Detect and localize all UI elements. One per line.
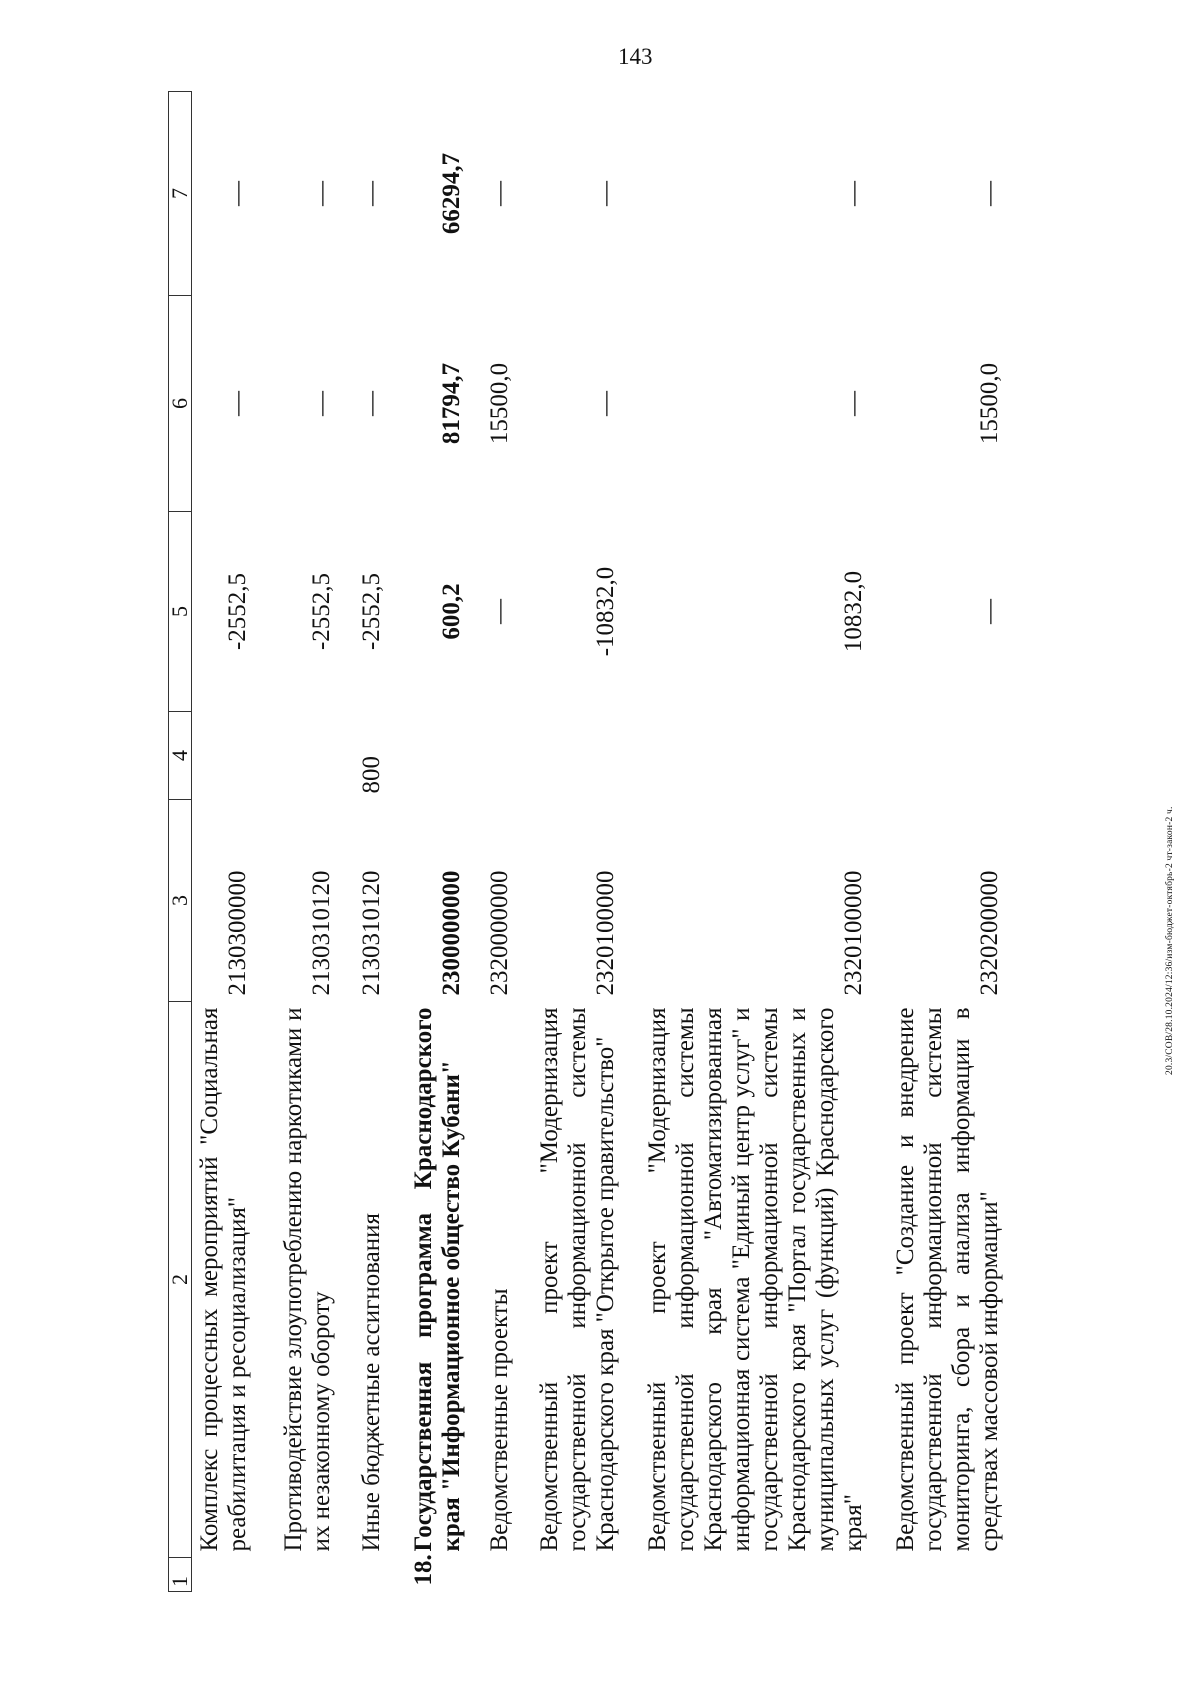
col-header-5: 5	[169, 512, 192, 712]
col-header-6: 6	[169, 296, 192, 512]
row-expense-type	[192, 712, 255, 800]
table-row	[468, 92, 516, 1592]
row-value-col6: 15500,0	[486, 362, 513, 445]
row-value-col7: —	[840, 181, 867, 206]
row-value-col7: —	[486, 181, 513, 206]
row-expense-type: 800	[358, 756, 385, 794]
row-code: 2300000000	[438, 870, 465, 996]
row-value-col5: -2552,5	[358, 572, 385, 651]
row-value-col5: -2552,5	[308, 572, 335, 651]
table-row	[516, 92, 622, 1592]
row-value-col5: —	[486, 599, 513, 624]
col-header-7: 7	[169, 92, 192, 296]
row-expense-type	[254, 712, 338, 800]
row-code: 2130310120	[308, 870, 335, 996]
row-code: 2320000000	[486, 870, 513, 996]
row-expense-type	[516, 712, 622, 800]
table-row	[388, 92, 468, 1592]
row-value-col7: —	[224, 181, 251, 206]
row-value-col5: -2552,5	[224, 572, 251, 651]
table-row	[192, 92, 255, 1592]
col-header-2: 2	[169, 1002, 192, 1558]
row-name: Противодействие злоупотреблению наркотиками и их незаконному обороту	[280, 1007, 335, 1552]
row-number: 18.	[410, 1554, 437, 1586]
row-value-col7: —	[976, 181, 1003, 206]
row-value-col5: 600,2	[438, 583, 465, 640]
row-value-col6: —	[592, 391, 619, 416]
col-header-4: 4	[169, 712, 192, 800]
row-value-col5: 10832,0	[840, 570, 867, 653]
row-code: 2130310120	[358, 870, 385, 996]
rotated-table-container	[168, 92, 1200, 1592]
row-code: 2320100000	[840, 870, 867, 996]
row-code: 2320200000	[976, 870, 1003, 996]
row-value-col5: —	[976, 599, 1003, 624]
row-value-col6: —	[840, 391, 867, 416]
page-number: 143	[618, 44, 653, 69]
table-row	[622, 92, 870, 1592]
row-number	[338, 1558, 388, 1592]
table-body	[192, 92, 1007, 1592]
row-expense-type	[622, 712, 870, 800]
row-name: Ведомственные проекты	[486, 1288, 513, 1552]
row-name: Государственная программа Краснодарского края "Информационное общество Кубани"	[410, 1007, 465, 1552]
footer-code: 20.3/СОВ/28.10.2024/12:36/изм-бюджет-октябрь-2 чт-закон-2 ч.	[1165, 806, 1175, 1075]
col-header-3: 3	[169, 800, 192, 1002]
row-number	[870, 1558, 1006, 1592]
row-number	[254, 1558, 338, 1592]
row-name: Иные бюджетные ассигнования	[358, 1212, 385, 1552]
row-value-col5: -10832,0	[592, 566, 619, 657]
row-number	[622, 1558, 870, 1592]
row-value-col6: —	[358, 391, 385, 416]
row-value-col6: 15500,0	[976, 362, 1003, 445]
row-value-col7: —	[308, 181, 335, 206]
row-value-col6: —	[308, 391, 335, 416]
row-value-col7: 66294,7	[438, 152, 465, 235]
row-number	[468, 1558, 516, 1592]
row-code: 2130300000	[224, 870, 251, 996]
row-value-col6: —	[224, 391, 251, 416]
budget-table	[168, 91, 1006, 1592]
table-row	[338, 92, 388, 1592]
col-header-1: 1	[169, 1558, 192, 1592]
header-row	[169, 92, 192, 1592]
row-name: Ведомственный проект "Модернизация государственной информационной системы Краснодарского края "Открытое правительство"	[536, 1007, 619, 1552]
table-row	[870, 92, 1006, 1592]
row-expense-type	[468, 712, 516, 800]
row-value-col7: —	[592, 181, 619, 206]
row-name: Комплекс процессных мероприятий "Социальная реабилитация и ресоциализация"	[196, 1007, 251, 1552]
row-expense-type	[870, 712, 1006, 800]
row-number	[192, 1558, 255, 1592]
row-value-col6: 81794,7	[438, 362, 465, 445]
row-value-col7: —	[358, 181, 385, 206]
table-row	[254, 92, 338, 1592]
row-name: Ведомственный проект "Создание и внедрение государственной информационной системы мониторинга, сбора и анализа информации в средствах массовой информации"	[892, 1007, 1003, 1552]
row-expense-type	[388, 712, 468, 800]
row-name: Ведомственный проект "Модернизация государственной информационной системы Краснодарского края "Автоматизированная информационная система "Единый центр услуг" и государственной информационной системы Краснодарского края "Портал государственных и муниципальных услуг (функций) Краснодарского края"	[644, 1007, 867, 1552]
row-number	[516, 1558, 622, 1592]
row-code: 2320100000	[592, 870, 619, 996]
